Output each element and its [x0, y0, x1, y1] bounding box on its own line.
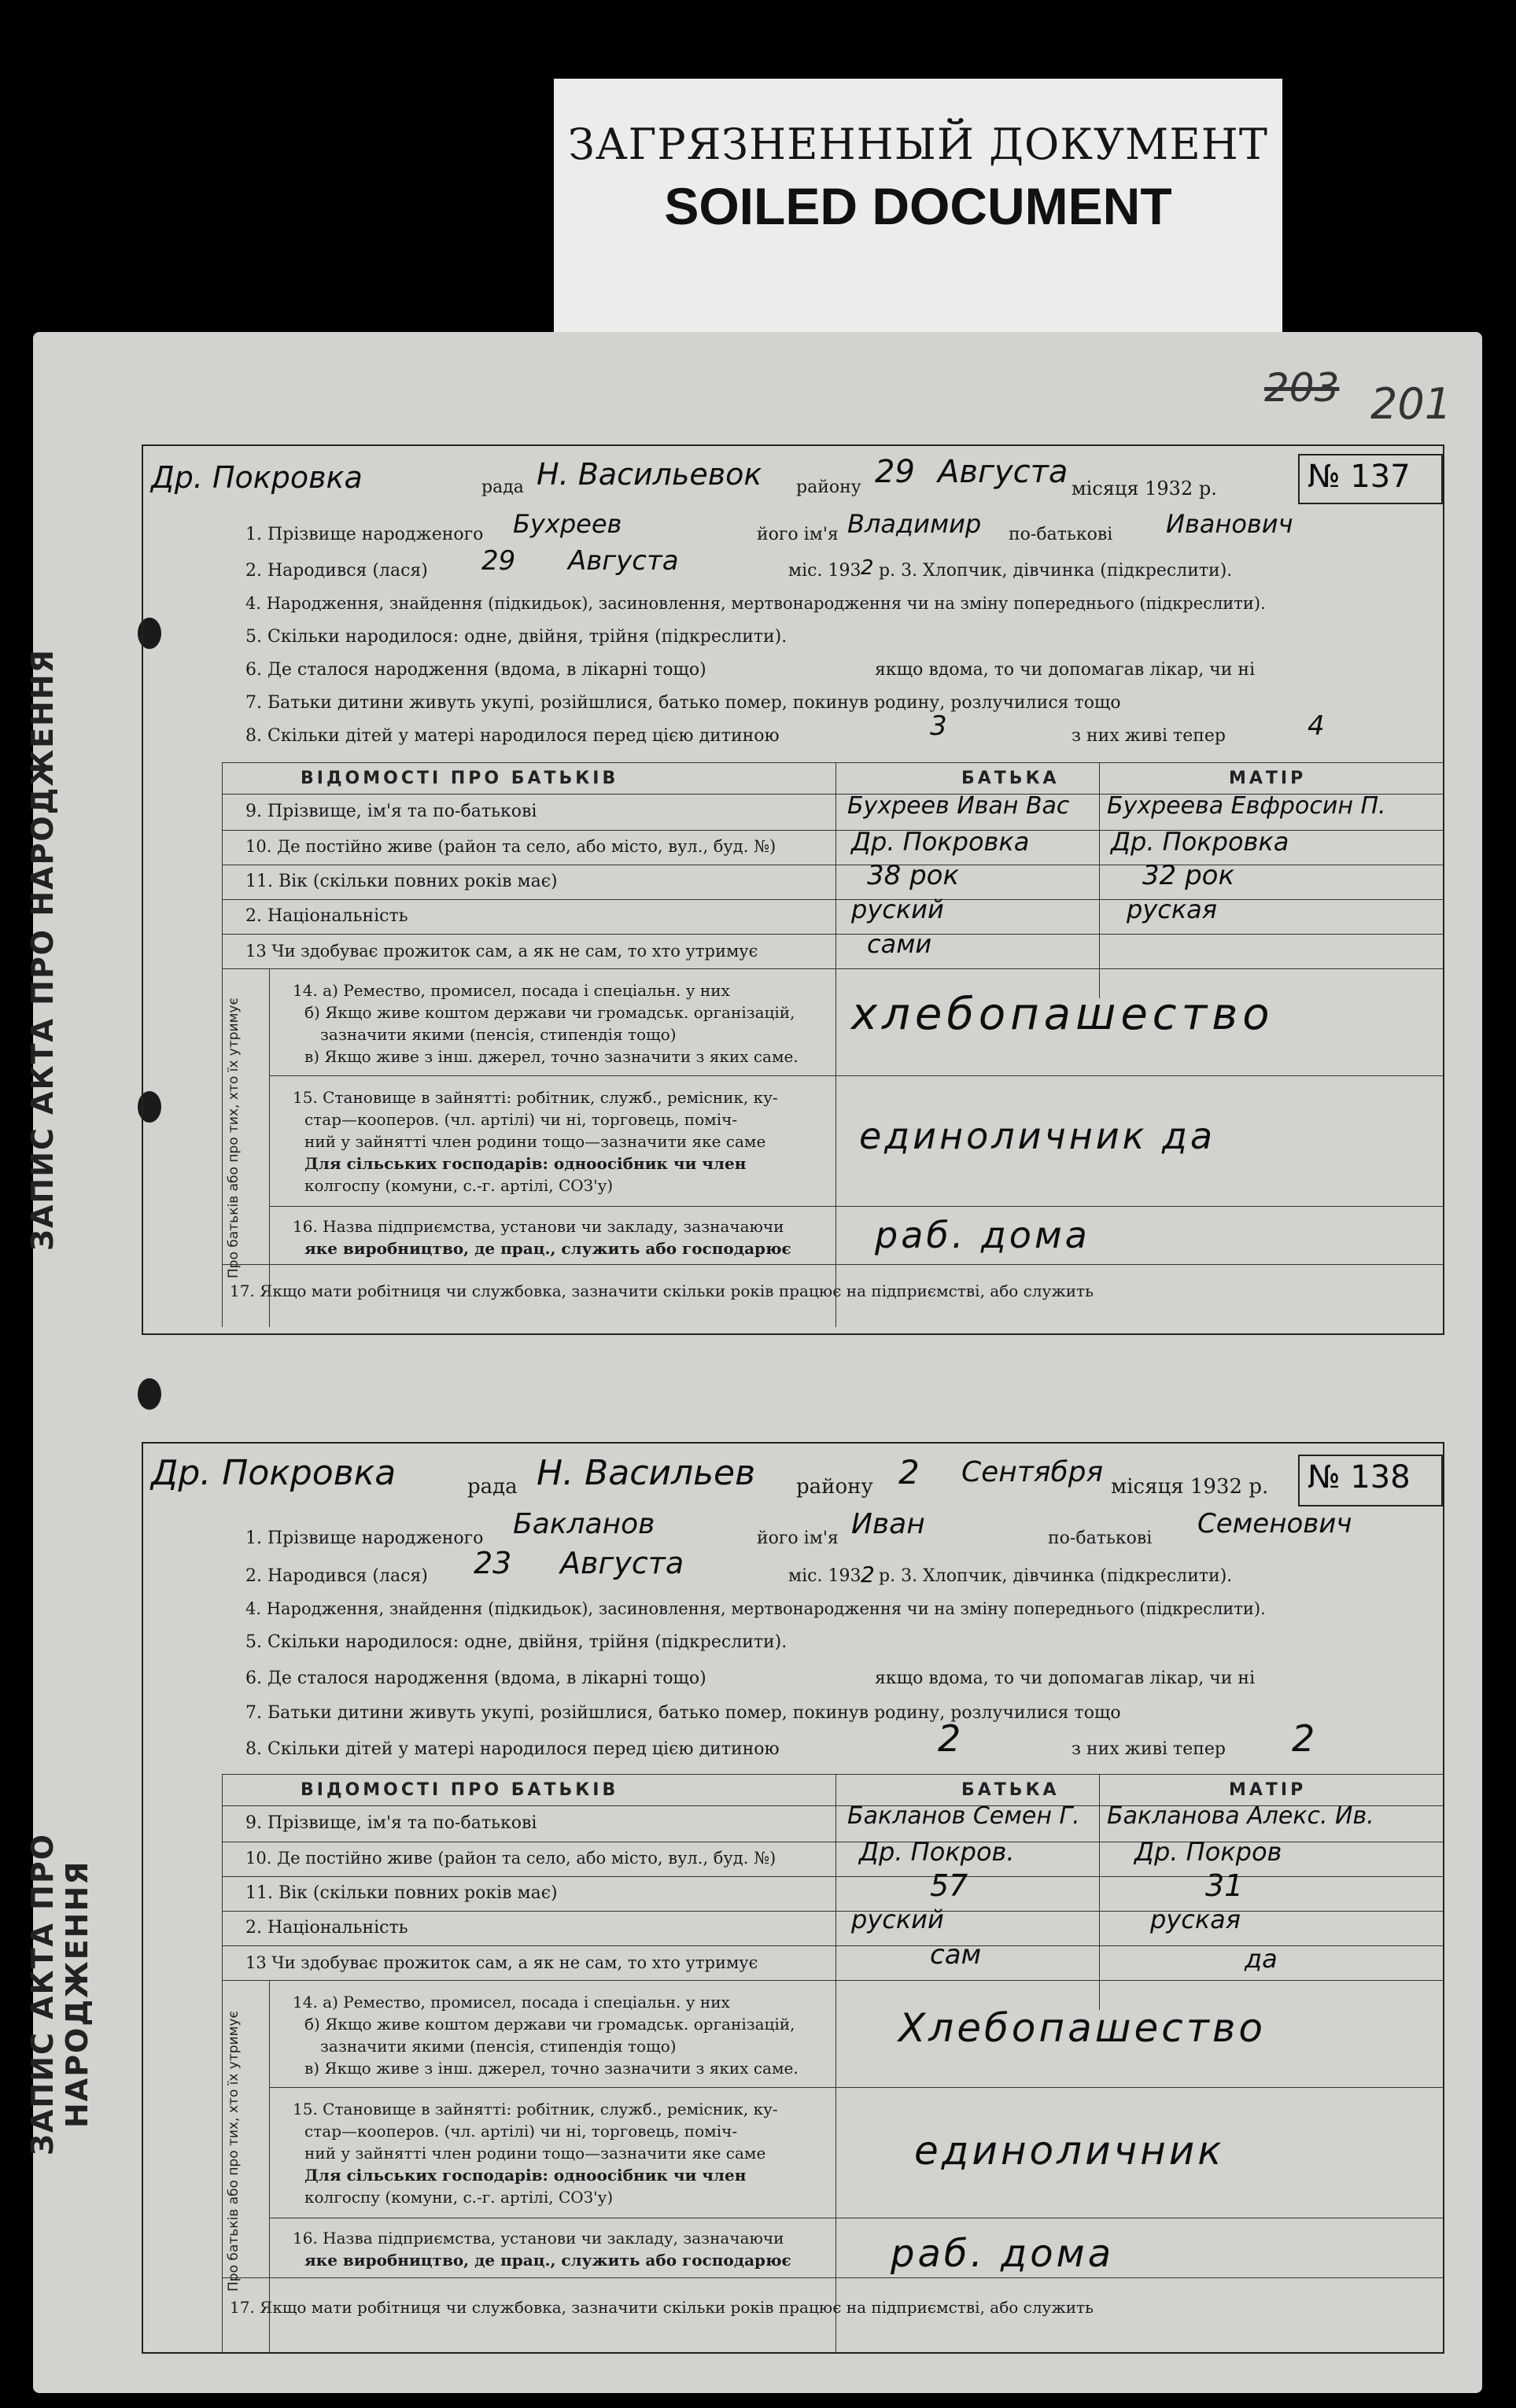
- father-support: сам: [930, 1939, 982, 1971]
- record-number-box: [1298, 1455, 1443, 1506]
- field-15b-label: стар—кооперов. (чл. артілі) чи ні, торговець, поміч-: [304, 1110, 738, 1129]
- field-15e-label: колгоспу (комуни, с.-г. артілі, СОЗ'у): [304, 2188, 614, 2207]
- father-nationality: руский: [851, 1905, 944, 1934]
- employment-status: единоличник да: [859, 1115, 1216, 1157]
- field-15e-label: колгоспу (комуни, с.-г. артілі, СОЗ'у): [304, 1176, 614, 1195]
- birth-record-137: [25, 444, 1444, 1335]
- mother-place: Др. Покров: [1134, 1837, 1282, 1867]
- field-14c-label: зазначити якими (пенсія, стипендія тощо): [320, 2037, 677, 2056]
- born-year-digit: 2: [861, 556, 874, 580]
- field-14b-label: б) Якщо живе коштом держави чи громадськ. організацій,: [304, 2015, 795, 2034]
- mother-name: Бухреева Евфросин П.: [1107, 792, 1386, 820]
- field-1-label: 1. Прізвище народженого: [245, 1529, 484, 1548]
- mother-place: Др. Покровка: [1111, 827, 1289, 857]
- rada-label: рада: [467, 1475, 518, 1499]
- field-14b-label: б) Якщо живе коштом держави чи громадськ. організацій,: [304, 1003, 795, 1022]
- father-age: 38 рок: [867, 860, 959, 891]
- field-10-label: 10. Де постійно живе (район та село, або місто, вул., буд. №): [245, 837, 776, 856]
- side-title: ЗАПИС АКТА ПРО НАРОДЖЕННЯ: [25, 648, 60, 1251]
- field-15a-label: 15. Становище в зайнятті: робітник, служб., ремісник, ку-: [293, 1088, 778, 1107]
- field-16a-label: 16. Назва підприємства, установи чи закладу, зазначаючи: [293, 2229, 784, 2248]
- field-1b-label: його ім'я: [757, 525, 839, 544]
- mother-age: 32 рок: [1142, 860, 1234, 891]
- father-nationality: руский: [851, 894, 944, 924]
- field-5-label: 5. Скільки народилося: одне, двійня, трійня (підкреслити).: [245, 627, 788, 647]
- field-2-label: 2. Народився (лася): [245, 1566, 428, 1586]
- father-name: Бакланов Семен Г.: [847, 1802, 1080, 1830]
- parents-section-header: ВІДОМОСТІ ПРО БАТЬКІВ: [301, 769, 619, 788]
- field-12-label: 2. Національність: [245, 906, 408, 926]
- father-place: Др. Покров.: [859, 1837, 1015, 1867]
- sub-side-label: Про батьків або про тих, хто їх утримує: [226, 997, 242, 1279]
- field-7-label: 7. Батьки дитини живуть укупі, розійшлися, батько помер, покинув родину, розлучилися тощо: [245, 693, 1121, 713]
- field-16a-label: 16. Назва підприємства, установи чи закладу, зазначаючи: [293, 1217, 784, 1236]
- child-surname: Бухреев: [513, 509, 622, 539]
- field-2-label: 2. Народився (лася): [245, 561, 428, 581]
- field-17-label: 17. Якщо мати робітниця чи службовка, зазначити скільки років працює на підприємстві, або служить: [230, 1281, 1094, 1300]
- rada-value: Н. Васильев: [537, 1453, 756, 1493]
- support: сами: [867, 929, 932, 959]
- punch-hole: [138, 1378, 161, 1410]
- born-day: 29: [481, 545, 516, 577]
- father-age: 57: [930, 1868, 968, 1903]
- field-6b-label: якщо вдома, то чи допомагав лікар, чи ні: [875, 1669, 1256, 1688]
- field-15a-label: 15. Становище в зайнятті: робітник, служб., ремісник, ку-: [293, 2100, 778, 2119]
- mother-age: 31: [1205, 1868, 1244, 1903]
- field-16b-label: яке виробництво, де прац., служить або господарює: [304, 1239, 791, 1258]
- field-16b-label: яке виробництво, де прац., служить або господарює: [304, 2251, 791, 2270]
- born-month: Августа: [560, 1546, 684, 1580]
- mother-nationality: руская: [1127, 894, 1218, 924]
- field-9-label: 9. Прізвище, ім'я та по-батькові: [245, 1813, 537, 1833]
- field-2b-label: міс. 193: [788, 561, 861, 581]
- parents-section-header: ВІДОМОСТІ ПРО БАТЬКІВ: [301, 1780, 619, 1800]
- date-month: Сентября: [961, 1456, 1104, 1488]
- occupation: хлебопашество: [851, 989, 1274, 1040]
- rayon-label: району: [796, 1475, 873, 1499]
- field-13-label: 13 Чи здобуває прожиток сам, а як не сам, то хто утримує: [245, 942, 758, 961]
- child-patronymic: Семенович: [1197, 1508, 1352, 1540]
- children-alive: 4: [1308, 710, 1325, 742]
- field-10-label: 10. Де постійно живе (район та село, або місто, вул., буд. №): [245, 1849, 776, 1868]
- field-5-label: 5. Скільки народилося: одне, двійня, трійня (підкреслити).: [245, 1632, 788, 1652]
- field-2b-label: міс. 193: [788, 1566, 861, 1586]
- field-14a-label: 14. а) Ремество, промисел, посада і спеціальн. у них: [293, 981, 730, 1000]
- child-surname: Бакланов: [513, 1508, 655, 1540]
- field-4-label: 4. Народження, знайдення (підкидьок), засиновлення, мертвонародження чи на зміну попереднього (підкреслити).: [245, 594, 1266, 613]
- field-8b-label: з них живі тепер: [1072, 726, 1226, 746]
- field-6b-label: якщо вдома, то чи допомагав лікар, чи ні: [875, 660, 1256, 680]
- father-place: Др. Покровка: [851, 827, 1030, 857]
- occupation: Хлебопашество: [898, 2005, 1266, 2051]
- sub-side-label: Про батьків або про тих, хто їх утримує: [226, 2011, 242, 2292]
- born-year-digit: 2: [861, 1562, 875, 1588]
- child-name: Иван: [851, 1508, 925, 1540]
- month-year-label: місяця 1932 р.: [1111, 1475, 1269, 1499]
- record-number-box: [1298, 454, 1443, 504]
- field-11-label: 11. Вік (скільки повних років має): [245, 1883, 558, 1903]
- mother-column-header: МАТІР: [1229, 769, 1307, 788]
- record-number: № 138: [1308, 1459, 1411, 1495]
- month-year-label: місяця 1932 р.: [1072, 478, 1217, 500]
- field-8b-label: з них живі тепер: [1072, 1739, 1226, 1759]
- child-patronymic: Иванович: [1166, 509, 1293, 539]
- field-6-label: 6. Де сталося народження (вдома, в лікарні тощо): [245, 660, 706, 680]
- rayon-label: району: [796, 478, 861, 497]
- field-6-label: 6. Де сталося народження (вдома, в лікарні тощо): [245, 1669, 706, 1688]
- children-before: 3: [930, 710, 947, 742]
- field-8-label: 8. Скільки дітей у матері народилося перед цією дитиною: [245, 1739, 780, 1759]
- field-1b-label: його ім'я: [757, 1529, 839, 1548]
- father-column-header: БАТЬКА: [961, 769, 1060, 788]
- struck-page-number: 203: [1264, 365, 1340, 411]
- rada-value: Н. Васильевок: [537, 457, 762, 492]
- mother-column-header: МАТІР: [1229, 1780, 1307, 1800]
- father-column-header: БАТЬКА: [961, 1780, 1060, 1800]
- label-russian: ЗАГРЯЗНЕННЫЙ ДОКУМЕНТ: [568, 120, 1268, 169]
- field-15d-label: Для сільських господарів: одноосібник чи член: [304, 1154, 747, 1173]
- children-before: 2: [938, 1717, 961, 1760]
- field-13-label: 13 Чи здобуває прожиток сам, а як не сам, то хто утримує: [245, 1953, 758, 1972]
- workplace: раб. дома: [875, 1214, 1090, 1256]
- page-number: 201: [1370, 379, 1452, 429]
- field-12-label: 2. Національність: [245, 1918, 408, 1938]
- workplace: раб. дома: [891, 2232, 1115, 2276]
- field-3-label: р. 3. Хлопчик, дівчинка (підкреслити).: [879, 561, 1233, 581]
- field-14c-label: зазначити якими (пенсія, стипендія тощо): [320, 1025, 677, 1044]
- field-9-label: 9. Прізвище, ім'я та по-батькові: [245, 802, 537, 821]
- label-english: SOILED DOCUMENT: [664, 177, 1172, 235]
- field-17-label: 17. Якщо мати робітниця чи службовка, зазначити скільки років працює на підприємстві, або служить: [230, 2298, 1094, 2317]
- born-month: Августа: [568, 545, 679, 577]
- field-11-label: 11. Вік (скільки повних років має): [245, 872, 558, 891]
- field-8-label: 8. Скільки дітей у матері народилося перед цією дитиною: [245, 726, 780, 746]
- field-15c-label: ний у зайнятті член родини тощо—зазначити яке саме: [304, 1132, 766, 1151]
- date-month: Августа: [938, 454, 1068, 490]
- father-name: Бухреев Иван Вас: [847, 792, 1070, 820]
- employment-status: единоличник: [914, 2128, 1225, 2174]
- mother-name: Бакланова Алекс. Ив.: [1107, 1802, 1374, 1830]
- field-7-label: 7. Батьки дитини живуть укупі, розійшлися, батько помер, покинув родину, розлучилися тощо: [245, 1703, 1121, 1723]
- birth-record-138: [25, 1442, 1444, 2354]
- field-15b-label: стар—кооперов. (чл. артілі) чи ні, торговець, поміч-: [304, 2122, 738, 2141]
- mother-support: да: [1245, 1944, 1278, 1974]
- mother-nationality: руская: [1150, 1905, 1241, 1934]
- record-number: № 137: [1308, 459, 1411, 495]
- field-14d-label: в) Якщо живе з інш. джерел, точно зазначити з яких саме.: [304, 2059, 799, 2078]
- child-name: Владимир: [847, 509, 982, 539]
- field-3-label: р. 3. Хлопчик, дівчинка (підкреслити).: [879, 1566, 1233, 1586]
- side-title: ЗАПИС АКТА ПРО НАРОДЖЕННЯ: [25, 1832, 94, 2156]
- village: Др. Покровка: [151, 1453, 397, 1493]
- field-4-label: 4. Народження, знайдення (підкидьок), засиновлення, мертвонародження чи на зміну попереднього (підкреслити).: [245, 1599, 1266, 1618]
- field-1c-label: по-батькові: [1009, 525, 1113, 544]
- born-day: 23: [474, 1546, 512, 1580]
- field-15c-label: ний у зайнятті член родини тощо—зазначити яке саме: [304, 2144, 766, 2163]
- soiled-document-label: [554, 79, 1282, 338]
- village: Др. Покровка: [151, 460, 363, 495]
- field-1c-label: по-батькові: [1048, 1529, 1153, 1548]
- date-day: 2: [898, 1453, 920, 1492]
- field-15d-label: Для сільських господарів: одноосібник чи член: [304, 2166, 747, 2185]
- field-14a-label: 14. а) Ремество, промисел, посада і спеціальн. у них: [293, 1993, 730, 2012]
- children-alive: 2: [1292, 1717, 1315, 1760]
- field-14d-label: в) Якщо живе з інш. джерел, точно зазначити з яких саме.: [304, 1047, 799, 1066]
- rada-label: рада: [481, 478, 524, 497]
- date-day: 29: [875, 454, 915, 490]
- field-1-label: 1. Прізвище народженого: [245, 525, 484, 544]
